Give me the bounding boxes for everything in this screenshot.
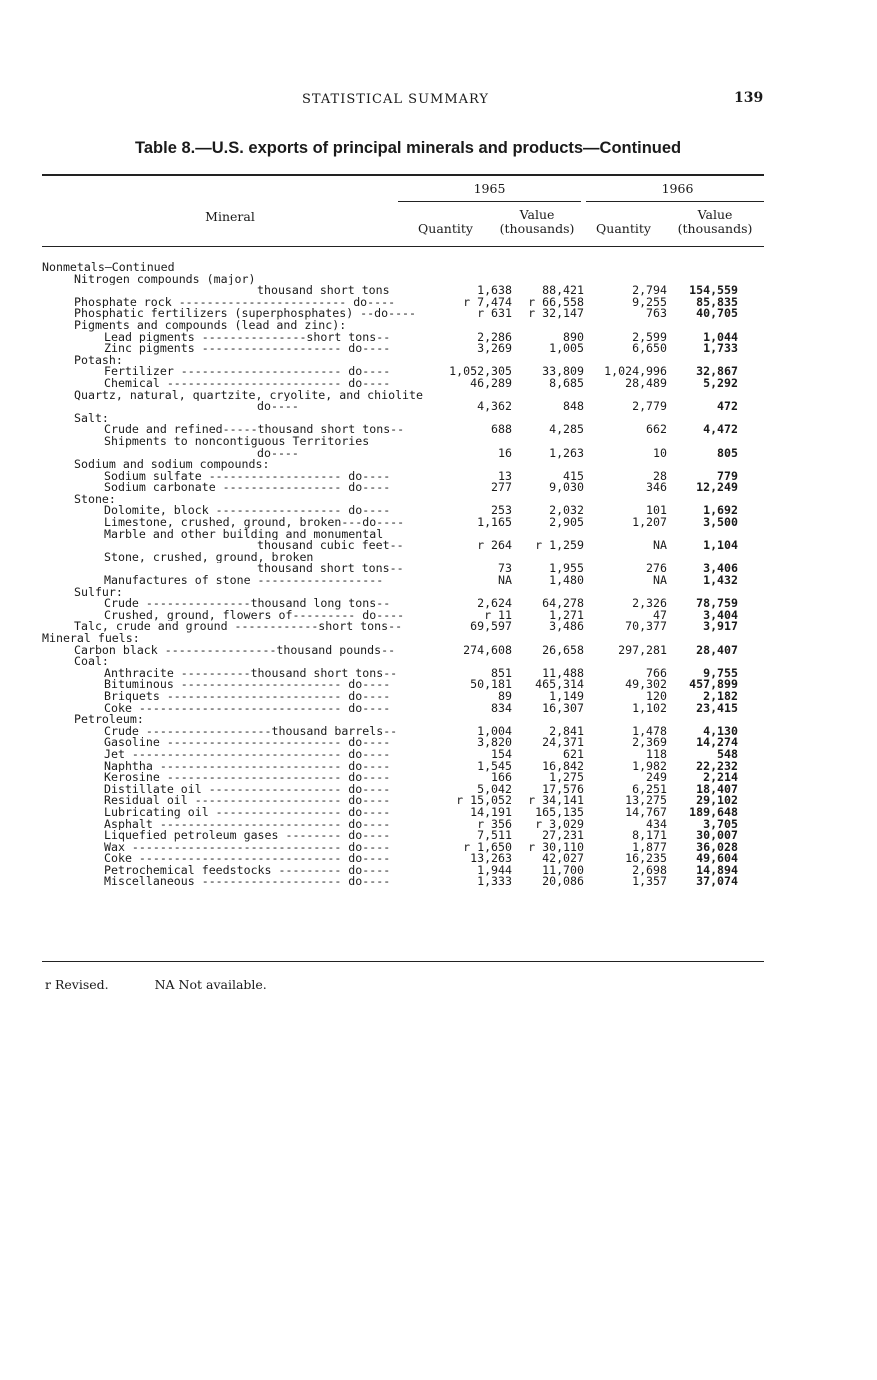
value-1966-cell: 1,733 xyxy=(703,341,738,356)
table-row xyxy=(42,575,772,587)
row-label: Mineral fuels: xyxy=(42,633,140,645)
value-1966-cell: 22,232 xyxy=(696,758,738,773)
quantity-1966-cell: 14,767 xyxy=(625,804,667,819)
value-1965-cell: 1,149 xyxy=(549,688,584,703)
row-label: Salt: xyxy=(74,412,109,425)
quantity-1965-cell: 14,191 xyxy=(470,804,512,819)
top-rule xyxy=(42,174,764,176)
row-label: Crude ---------------thousand long tons-- xyxy=(104,598,391,610)
quantity-1965-cell: 7,511 xyxy=(477,828,512,843)
value-1966-cell: 189,648 xyxy=(689,804,738,819)
row-label: thousand short tons-- xyxy=(257,563,404,576)
value-1966-cell: 4,130 xyxy=(703,723,738,738)
table-row xyxy=(42,876,772,888)
row-label: Sodium sulfate ------------------- do---- xyxy=(104,470,391,483)
row-label: Phosphate rock ------------------------ do---- xyxy=(74,296,396,309)
quantity-1965-cell: 69,597 xyxy=(470,619,512,634)
row-label: Fertilizer ----------------------- do---- xyxy=(104,366,391,378)
table-row xyxy=(42,343,772,355)
quantity-1966-cell: 6,650 xyxy=(632,341,667,356)
table-row xyxy=(42,375,772,390)
row-label: thousand short tons xyxy=(257,285,390,297)
value-1966-header: Value (thousands) xyxy=(677,207,753,236)
row-label: Distillate oil ------------------- do---- xyxy=(104,783,391,796)
quantity-1966-cell: 1,357 xyxy=(632,874,667,889)
value-1965-cell: r 66,558 xyxy=(528,294,584,309)
quantity-1966-cell: 2,599 xyxy=(632,329,667,344)
quantity-1965-cell: NA xyxy=(498,573,512,588)
row-label: Naphtha -------------------------- do---- xyxy=(104,760,391,773)
value-1966-cell: 2,182 xyxy=(703,688,738,703)
value-1965-cell: 2,032 xyxy=(549,503,584,518)
quantity-1966-cell: 662 xyxy=(646,422,667,437)
value-1965-cell: 621 xyxy=(563,746,584,761)
value-1966-cell: 457,899 xyxy=(689,677,738,692)
quantity-1966-header: Quantity xyxy=(596,221,651,236)
row-label: Nonmetals—Continued xyxy=(42,262,175,274)
row-label: Sulfur: xyxy=(74,586,123,599)
row-label: Coke ----------------------------- do---- xyxy=(104,702,391,715)
table-title: Table 8.—U.S. exports of principal minerals and products—Continued xyxy=(135,139,682,157)
quantity-1965-cell: 834 xyxy=(491,700,512,715)
value-1965-cell: r 34,141 xyxy=(528,793,584,808)
value-1965-cell: 890 xyxy=(563,329,584,344)
row-label: Gasoline ------------------------- do---- xyxy=(104,737,391,749)
quantity-1965-cell: 274,608 xyxy=(463,642,512,657)
table-row xyxy=(42,540,772,552)
value-1966-cell: 32,867 xyxy=(696,364,738,379)
quantity-1966-cell: 1,478 xyxy=(632,723,667,738)
value-1965-cell: r 32,147 xyxy=(528,306,584,321)
quantity-1966-cell: 297,281 xyxy=(618,642,667,657)
quantity-1966-cell: 118 xyxy=(646,746,667,761)
row-label: Miscellaneous -------------------- do---- xyxy=(104,876,391,889)
bottom-rule xyxy=(42,961,764,962)
value-1966-cell: 3,500 xyxy=(703,515,738,530)
value-1966-cell: 12,249 xyxy=(696,480,738,495)
quantity-1966-cell: 1,102 xyxy=(632,700,667,715)
value-1965-cell: 2,905 xyxy=(549,515,584,530)
page-number: 139 xyxy=(734,90,764,106)
quantity-1966-cell: 49,302 xyxy=(625,677,667,692)
quantity-1966-cell: 249 xyxy=(646,770,667,785)
quantity-1966-cell: 2,326 xyxy=(632,596,667,611)
quantity-1966-cell: 101 xyxy=(646,503,667,518)
table-row xyxy=(42,642,772,657)
quantity-1966-cell: 434 xyxy=(646,816,667,831)
quantity-1966-cell: 70,377 xyxy=(625,619,667,634)
row-label: Shipments to noncontiguous Territories xyxy=(104,435,370,448)
value-1966-cell: 2,214 xyxy=(703,770,738,785)
table-row xyxy=(42,401,772,413)
row-label: Stone: xyxy=(74,493,116,506)
value-1966-cell: 3,406 xyxy=(703,561,738,576)
quantity-1965-cell: r 11 xyxy=(484,607,512,622)
row-label: Kerosine ------------------------- do---- xyxy=(104,772,391,784)
row-label: Wax ------------------------------ do---- xyxy=(104,841,391,854)
table-row xyxy=(42,482,772,494)
quantity-1966-cell: 16,235 xyxy=(625,851,667,866)
quantity-1965-cell: r 631 xyxy=(477,306,512,321)
running-head: STATISTICAL SUMMARY xyxy=(302,92,490,107)
row-label: Jet ------------------------------ do---- xyxy=(104,748,391,761)
value-1966-cell: 28,407 xyxy=(696,642,738,657)
quantity-1966-cell: 6,251 xyxy=(632,781,667,796)
row-label: Crude ------------------thousand barrels-- xyxy=(104,725,398,738)
quantity-1966-cell: 2,779 xyxy=(632,399,667,414)
row-label: Lubricating oil ------------------ do---- xyxy=(104,806,391,819)
year-1965-header: 1965 xyxy=(473,181,506,196)
value-1966-cell: 14,894 xyxy=(696,862,738,877)
row-label: Zinc pigments -------------------- do---- xyxy=(104,343,391,355)
quantity-1965-cell: 50,181 xyxy=(470,677,512,692)
quantity-1965-cell: 13 xyxy=(498,468,512,483)
quantity-1966-cell: 1,207 xyxy=(632,515,667,530)
row-label: do---- xyxy=(257,401,299,413)
quantity-1965-cell: 46,289 xyxy=(470,375,512,390)
value-1965-cell: 88,421 xyxy=(542,283,584,298)
value-1966-cell: 779 xyxy=(717,468,738,483)
value-1966-cell: 14,274 xyxy=(696,735,738,750)
quantity-1966-cell: 1,982 xyxy=(632,758,667,773)
quantity-1965-cell: 154 xyxy=(491,746,512,761)
row-label: Petroleum: xyxy=(74,714,144,726)
value-1966-cell: 78,759 xyxy=(696,596,738,611)
quantity-1965-cell: r 356 xyxy=(477,816,512,831)
row-label: Potash: xyxy=(74,354,123,367)
value-1966-cell: 5,292 xyxy=(703,375,738,390)
quantity-1965-cell: r 7,474 xyxy=(463,294,512,309)
value-1966-cell: 3,705 xyxy=(703,816,738,831)
quantity-1965-cell: 4,362 xyxy=(477,399,512,414)
quantity-1966-cell: 1,877 xyxy=(632,839,667,854)
mineral-column-header: Mineral xyxy=(205,209,255,224)
quantity-1965-cell: 1,165 xyxy=(477,515,512,530)
quantity-1965-cell: 1,638 xyxy=(477,283,512,298)
value-1965-cell: 1,263 xyxy=(549,445,584,460)
quantity-1966-cell: 8,171 xyxy=(632,828,667,843)
row-label: Crushed, ground, flowers of--------- do---- xyxy=(104,609,405,622)
value-1965-cell: 16,307 xyxy=(542,700,584,715)
value-1966-cell: 1,432 xyxy=(703,573,738,588)
footnotes xyxy=(45,977,309,992)
value-1965-cell: r 30,110 xyxy=(528,839,584,854)
quantity-1965-cell: 16 xyxy=(498,445,512,460)
row-label: Briquets ------------------------- do---- xyxy=(104,690,391,703)
value-1965-cell: 1,005 xyxy=(549,341,584,356)
quantity-1965-cell: 3,269 xyxy=(477,341,512,356)
table-body xyxy=(42,262,772,888)
header-bottom-rule xyxy=(42,246,764,247)
quantity-1965-cell: 2,624 xyxy=(477,596,512,611)
value-1966-cell: 18,407 xyxy=(696,781,738,796)
footnote-revised: r Revised. xyxy=(45,977,109,992)
value-1965-cell: 465,314 xyxy=(535,677,584,692)
value-1965-cell: 42,027 xyxy=(542,851,584,866)
value-1966-cell: 49,604 xyxy=(696,851,738,866)
row-label: Dolomite, block ------------------ do---- xyxy=(104,505,391,518)
quantity-1965-cell: 2,286 xyxy=(477,329,512,344)
quantity-1965-cell: r 15,052 xyxy=(456,793,512,808)
value-1965-cell: 1,271 xyxy=(549,607,584,622)
quantity-1965-cell: 73 xyxy=(498,561,512,576)
value-1965-cell: 1,955 xyxy=(549,561,584,576)
year1-rule xyxy=(398,201,581,202)
value-1965-cell: 20,086 xyxy=(542,874,584,889)
value-1965-cell: 165,135 xyxy=(535,804,584,819)
table-row xyxy=(42,262,772,274)
value-1966-cell: 3,917 xyxy=(703,619,738,634)
value-1965-cell: r 3,029 xyxy=(535,816,584,831)
value-1965-cell: 17,576 xyxy=(542,781,584,796)
row-label: Talc, crude and ground ------------short tons-- xyxy=(74,621,403,633)
value-1965-cell: 1,275 xyxy=(549,770,584,785)
quantity-1966-cell: 47 xyxy=(653,607,667,622)
row-label: Carbon black ----------------thousand pounds-- xyxy=(74,644,396,657)
value-1965-cell: 27,231 xyxy=(542,828,584,843)
value-1965-header: Value (thousands) xyxy=(499,207,575,236)
table-row xyxy=(42,308,772,320)
quantity-1966-cell: 2,794 xyxy=(632,283,667,298)
value-1966-cell: 1,692 xyxy=(703,503,738,518)
value-1965-cell: 4,285 xyxy=(549,422,584,437)
value-1966-cell: 4,472 xyxy=(703,422,738,437)
row-label: Nitrogen compounds (major) xyxy=(74,273,256,286)
row-label: Stone, crushed, ground, broken xyxy=(104,551,314,564)
year-1966-header: 1966 xyxy=(661,181,694,196)
table-row xyxy=(42,424,772,436)
quantity-1966-cell: 13,275 xyxy=(625,793,667,808)
value-1966-cell: 548 xyxy=(717,746,738,761)
value-1966-cell: 9,755 xyxy=(703,665,738,680)
value-1966-cell: 37,074 xyxy=(696,874,738,889)
quantity-1965-cell: 1,333 xyxy=(477,874,512,889)
quantity-1966-cell: 2,369 xyxy=(632,735,667,750)
row-label: Phosphatic fertilizers (superphosphates) --do---- xyxy=(74,308,417,320)
quantity-1966-cell: NA xyxy=(653,538,667,553)
quantity-1965-cell: 688 xyxy=(491,422,512,437)
footnote-not-available: NA Not available. xyxy=(154,977,267,992)
value-1965-cell: 848 xyxy=(563,399,584,414)
value-1965-cell: 2,841 xyxy=(549,723,584,738)
value-1965-cell: 11,488 xyxy=(542,665,584,680)
value-1966-cell: 36,028 xyxy=(696,839,738,854)
value-1965-cell: 3,486 xyxy=(549,619,584,634)
row-label: thousand cubic feet-- xyxy=(257,540,404,552)
value-1966-cell: 805 xyxy=(717,445,738,460)
quantity-1966-cell: 28 xyxy=(653,468,667,483)
row-label: Petrochemical feedstocks --------- do---- xyxy=(104,864,391,877)
quantity-1966-cell: 1,024,996 xyxy=(604,364,667,379)
quantity-1965-cell: 1,052,305 xyxy=(449,364,512,379)
row-label: Sodium carbonate ----------------- do---- xyxy=(104,482,391,494)
row-label: Coke ----------------------------- do---- xyxy=(104,853,391,865)
table-row xyxy=(42,445,772,460)
quantity-1965-cell: 166 xyxy=(491,770,512,785)
quantity-1965-cell: 1,004 xyxy=(477,723,512,738)
quantity-1965-cell: 13,263 xyxy=(470,851,512,866)
value-1966-cell: 1,044 xyxy=(703,329,738,344)
quantity-1966-cell: 276 xyxy=(646,561,667,576)
value-1965-cell: r 1,259 xyxy=(535,538,584,553)
quantity-1966-cell: 10 xyxy=(653,445,667,460)
quantity-1965-cell: 5,042 xyxy=(477,781,512,796)
quantity-1966-cell: 2,698 xyxy=(632,862,667,877)
value-1965-cell: 16,842 xyxy=(542,758,584,773)
quantity-1966-cell: 9,255 xyxy=(632,294,667,309)
quantity-1966-cell: 28,489 xyxy=(625,375,667,390)
value-1966-cell: 1,104 xyxy=(703,538,738,553)
value-1966-cell: 23,415 xyxy=(696,700,738,715)
quantity-1966-cell: 766 xyxy=(646,665,667,680)
quantity-1965-cell: 1,545 xyxy=(477,758,512,773)
value-1966-cell: 30,007 xyxy=(696,828,738,843)
value-1965-cell: 24,371 xyxy=(542,735,584,750)
value-1965-cell: 9,030 xyxy=(549,480,584,495)
row-label: Marble and other building and monumental xyxy=(104,528,384,541)
quantity-1965-cell: r 1,650 xyxy=(463,839,512,854)
table-row xyxy=(42,700,772,715)
quantity-1965-cell: 277 xyxy=(491,480,512,495)
quantity-1966-cell: NA xyxy=(653,573,667,588)
quantity-1965-cell: 1,944 xyxy=(477,862,512,877)
quantity-1966-cell: 763 xyxy=(646,306,667,321)
row-label: Pigments and compounds (lead and zinc): xyxy=(74,319,347,332)
row-label: Chemical ------------------------- do---- xyxy=(104,377,391,390)
row-label: Manufactures of stone ------------------ xyxy=(104,575,384,587)
row-label: Bituminous ----------------------- do---- xyxy=(104,679,391,691)
value-1966-cell: 85,835 xyxy=(696,294,738,309)
row-label: Sodium and sodium compounds: xyxy=(74,459,270,471)
table-row xyxy=(42,621,772,633)
row-label: Quartz, natural, quartzite, cryolite, and chiolite xyxy=(74,389,424,402)
value-1965-cell: 11,700 xyxy=(542,862,584,877)
value-1965-cell: 415 xyxy=(563,468,584,483)
value-1966-cell: 29,102 xyxy=(696,793,738,808)
quantity-1965-cell: 3,820 xyxy=(477,735,512,750)
value-1966-cell: 472 xyxy=(717,399,738,414)
table-row xyxy=(42,517,772,529)
row-label: Asphalt -------------------------- do---- xyxy=(104,818,391,831)
row-label: Lead pigments ---------------short tons-- xyxy=(104,331,391,344)
row-label: Limestone, crushed, ground, broken---do---- xyxy=(104,517,405,529)
row-label: Liquefied petroleum gases -------- do---- xyxy=(104,830,391,842)
quantity-1965-cell: 253 xyxy=(491,503,512,518)
row-label: do---- xyxy=(257,447,299,460)
value-1966-cell: 3,404 xyxy=(703,607,738,622)
year2-rule xyxy=(586,201,764,202)
value-1965-cell: 8,685 xyxy=(549,375,584,390)
row-label: Anthracite ----------thousand short tons-- xyxy=(104,667,398,680)
row-label: Coal: xyxy=(74,656,109,668)
value-1965-cell: 26,658 xyxy=(542,642,584,657)
value-1965-cell: 1,480 xyxy=(549,573,584,588)
value-1965-cell: 33,809 xyxy=(542,364,584,379)
quantity-1966-cell: 346 xyxy=(646,480,667,495)
value-1965-cell: 64,278 xyxy=(542,596,584,611)
quantity-1965-cell: 851 xyxy=(491,665,512,680)
quantity-1965-header: Quantity xyxy=(418,221,473,236)
quantity-1965-cell: r 264 xyxy=(477,538,512,553)
value-1966-cell: 40,705 xyxy=(696,306,738,321)
value-1966-cell: 154,559 xyxy=(689,283,738,298)
quantity-1966-cell: 120 xyxy=(646,688,667,703)
quantity-1965-cell: 89 xyxy=(498,688,512,703)
row-label: Residual oil --------------------- do---- xyxy=(104,795,391,807)
row-label: Crude and refined-----thousand short tons-- xyxy=(104,424,405,436)
